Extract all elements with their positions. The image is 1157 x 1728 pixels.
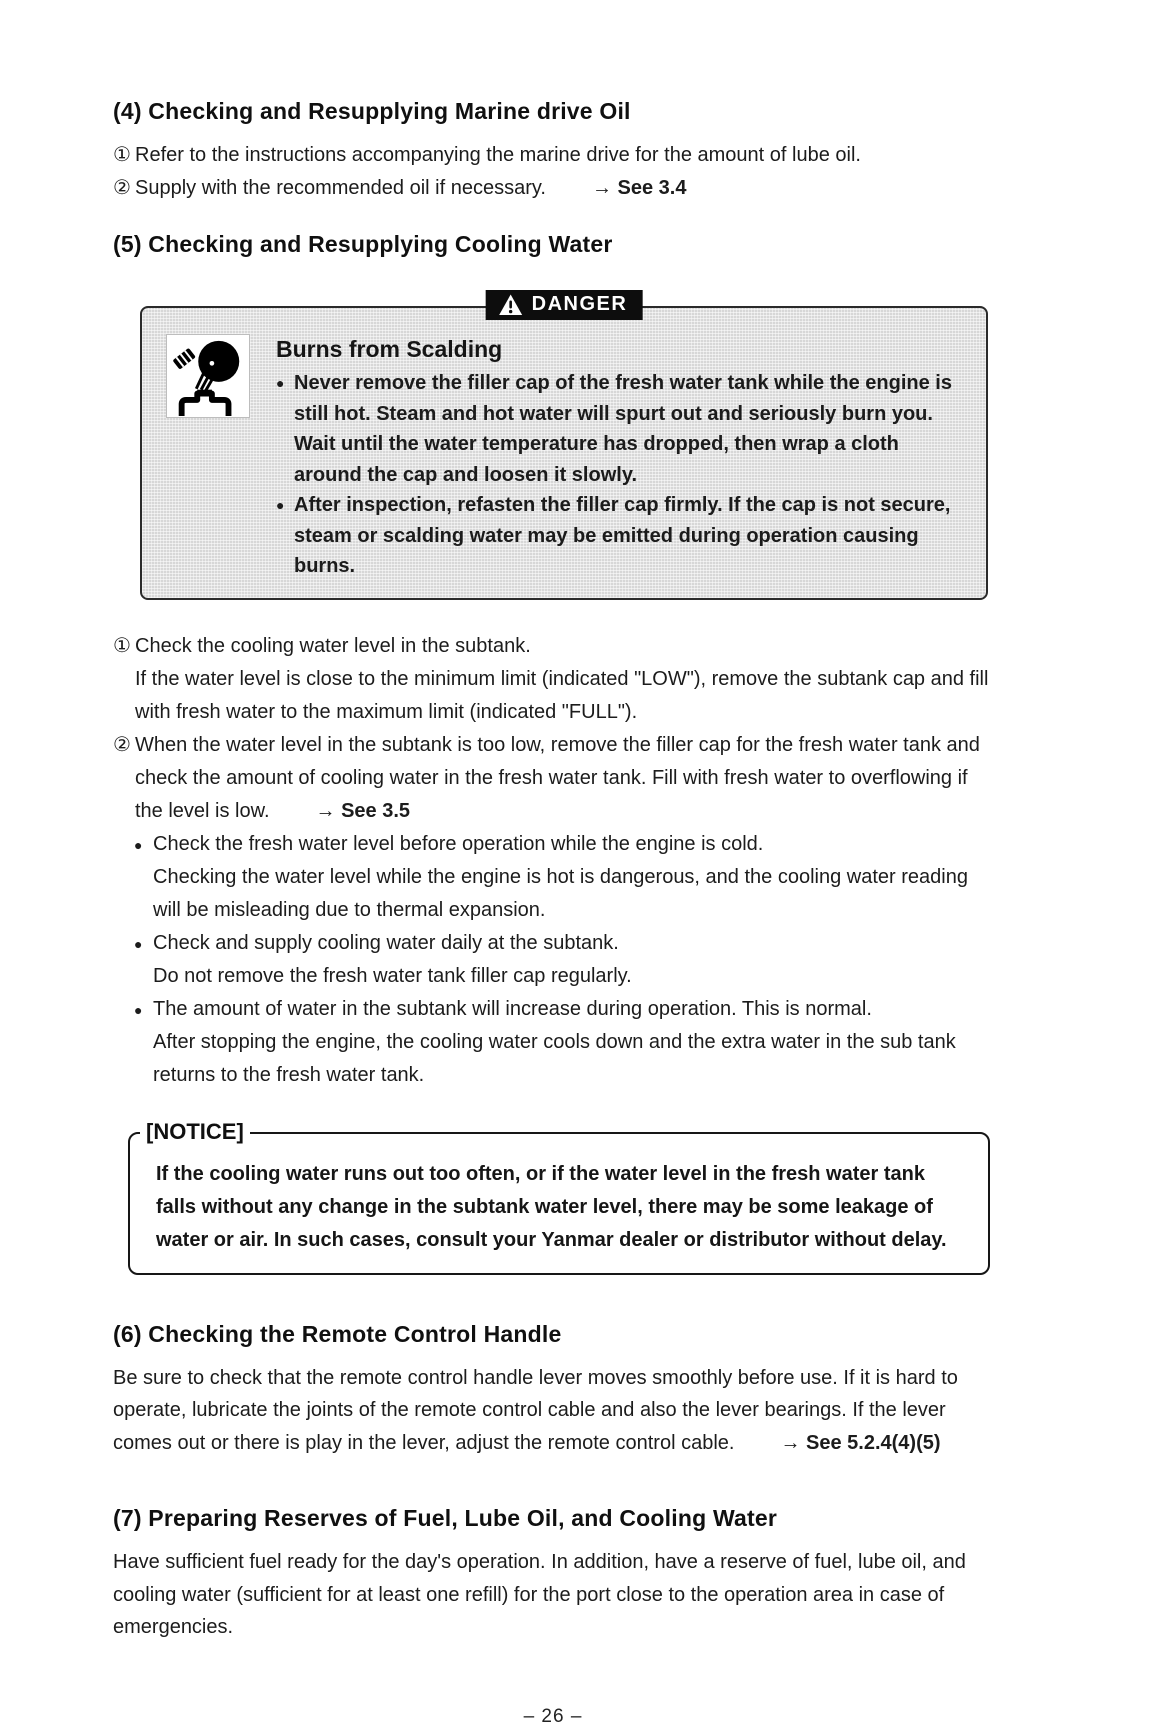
cooling-bullet-1: [134, 828, 993, 861]
circled-number-2: ②: [113, 177, 131, 199]
section-4-item-2: [113, 172, 993, 205]
scalding-icon: [166, 334, 250, 418]
cooling-bullet-3-sub: After stopping the engine, the cooling water cools down and the extra water in the sub tank returns to the fresh water tank.: [153, 1030, 956, 1086]
see-reference-5-2-4: → See 5.2.4(4)(5): [780, 1431, 941, 1454]
cooling-bullet-1-sub: Checking the water level while the engine is hot is dangerous, and the cooling water reading will be misleading due to thermal expansion.: [153, 865, 968, 921]
section-6-heading: (6) Checking the Remote Control Handle: [113, 1320, 562, 1347]
page-number: – 26 –: [523, 1705, 583, 1727]
danger-bullet-2: [276, 490, 968, 582]
section-7: [113, 1505, 993, 1644]
bullet-icon: ●: [134, 836, 143, 853]
cooling-bullet-2-sub: Do not remove the fresh water tank filler cap regularly.: [153, 964, 632, 987]
section-5: [113, 231, 993, 1275]
circled-number-2: ②: [113, 733, 131, 756]
see-reference-3-5: → See 3.5: [315, 799, 411, 822]
danger-title: Burns from Scalding: [276, 336, 503, 362]
notice-title: [NOTICE]: [140, 1119, 250, 1145]
cooling-bullet-2: [134, 927, 993, 960]
section-6-body: [113, 1362, 993, 1460]
section-5-heading: (5) Checking and Resupplying Cooling Water: [113, 231, 613, 257]
circled-number-1: ①: [113, 634, 131, 657]
bullet-icon: ●: [276, 375, 285, 391]
danger-box: [140, 293, 988, 600]
section-4-heading: (4) Checking and Resupplying Marine drive Oil: [113, 98, 631, 124]
section-5-item-2: [113, 729, 993, 828]
danger-badge: [486, 290, 643, 320]
cooling-bullet-3: [134, 993, 993, 1026]
warning-triangle-icon: [499, 294, 523, 316]
bullet-icon: ●: [134, 1001, 143, 1018]
circled-number-1: ①: [113, 144, 131, 166]
cooling-bullet-2-text: Check and supply cooling water daily at the subtank.: [153, 931, 619, 954]
danger-bullet-1: [276, 368, 968, 490]
section-7-body: Have sufficient fuel ready for the day's operation. In addition, have a reserve of fuel, lube oil, and cooling water (sufficient for at least one refill) for the port close to the operation area in case of emergencies.: [113, 1551, 966, 1638]
section-4-item-2-text: Supply with the recommended oil if necessary.: [135, 177, 546, 199]
section-7-heading: (7) Preparing Reserves of Fuel, Lube Oil, and Cooling Water: [113, 1505, 777, 1531]
section-4-item-1: [113, 139, 993, 172]
section-4: [113, 98, 993, 205]
bullet-icon: ●: [134, 935, 143, 952]
section-5-item-2-text: When the water level in the subtank is too low, remove the filler cap for the fresh water tank and check the amount of cooling water in the fresh water tank. Fill with fresh water to overflowing if the level is low.: [135, 733, 980, 822]
document-page: [113, 98, 993, 1728]
danger-bullet-1-text: Never remove the filler cap of the fresh water tank while the engine is still hot. Steam and hot water will spurt out and seriously burn you. Wait until the water temperature has dropped, then wrap a cloth around the cap and loosen it slowly.: [294, 372, 952, 486]
section-4-item-1-text: Refer to the instructions accompanying the marine drive for the amount of lube oil.: [135, 144, 861, 166]
bullet-icon: ●: [276, 497, 285, 513]
danger-text: [276, 334, 968, 582]
section-5-item-1-sub: If the water level is close to the minimum limit (indicated "LOW"), remove the subtank cap and fill with fresh water to the maximum limit (indicated "FULL").: [135, 667, 989, 723]
danger-bullet-2-text: After inspection, refasten the filler cap firmly. If the cap is not secure, steam or scalding water may be emitted during operation causing burns.: [294, 494, 951, 577]
cooling-bullet-1-text: Check the fresh water level before operation while the engine is cold.: [153, 832, 764, 855]
notice-body: If the cooling water runs out too often, or if the water level in the fresh water tank falls without any change in the subtank water level, there may be some leakage of water or air. In such cases, consult your Yanmar dealer or distributor without delay.: [156, 1162, 947, 1251]
section-5-item-1: [113, 630, 993, 663]
danger-badge-label: DANGER: [531, 293, 628, 315]
section-5-item-1-text: Check the cooling water level in the subtank.: [135, 634, 531, 657]
notice-box: [128, 1118, 990, 1275]
section-6: [113, 1321, 993, 1460]
see-reference-3-4: → See 3.4: [591, 177, 687, 199]
section-6-body-text: Be sure to check that the remote control handle lever moves smoothly before use. If it is hard to operate, lubricate the joints of the remote control cable and also the lever bearings. If the lever comes out or there is play in the lever, adjust the remote control cable.: [113, 1366, 958, 1454]
cooling-bullet-3-text: The amount of water in the subtank will increase during operation. This is normal.: [153, 997, 872, 1020]
